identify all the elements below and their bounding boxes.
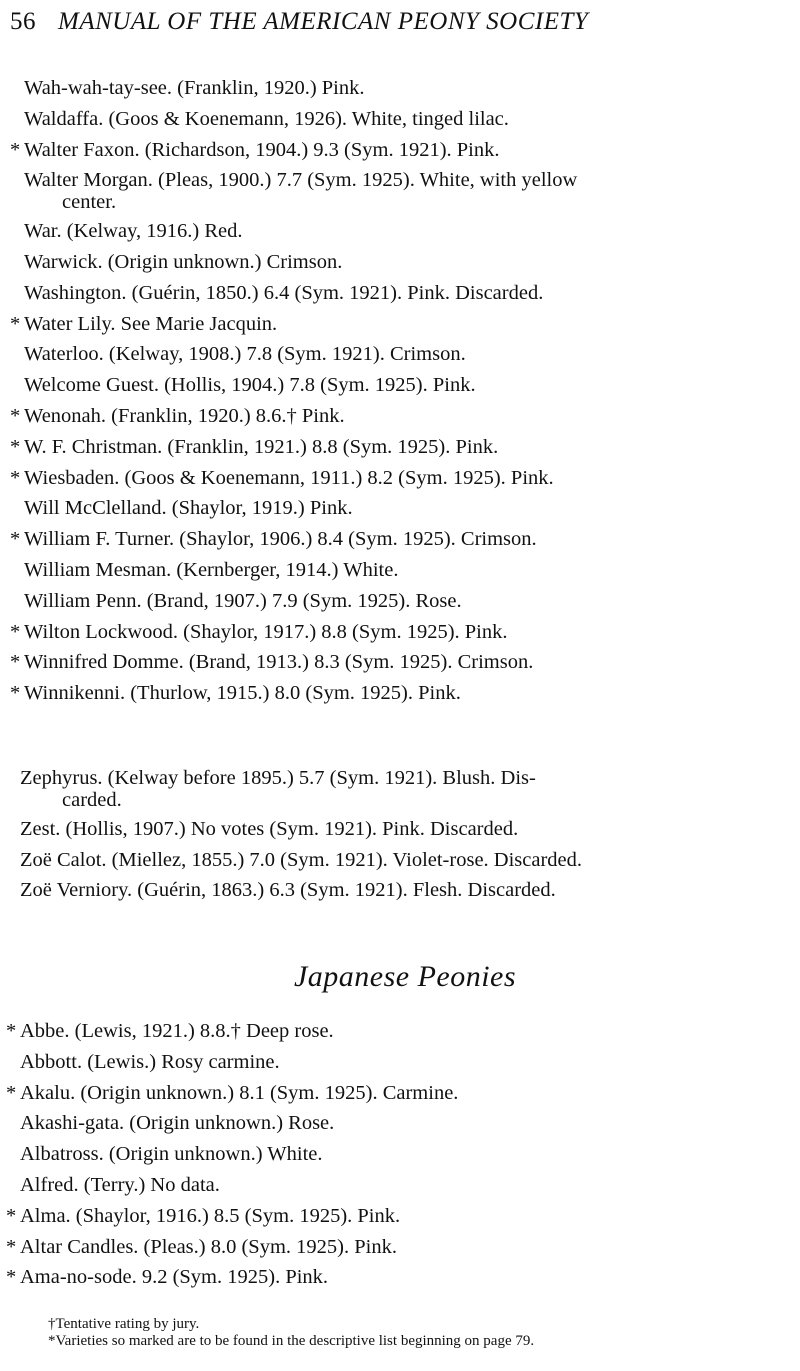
asterisk-marker: *	[10, 651, 21, 674]
entry-text: Winnifred Domme. (Brand, 1913.) 8.3 (Sym. 1925). Crimson.	[24, 651, 534, 674]
entry-text: Winnikenni. (Thurlow, 1915.) 8.0 (Sym. 1925). Pink.	[24, 682, 461, 705]
list-item	[0, 555, 800, 586]
asterisk-marker: *	[10, 138, 21, 161]
entry-text: Water Lily. See Marie Jacquin.	[24, 312, 278, 335]
list-item	[0, 463, 800, 494]
asterisk-marker: *	[6, 1266, 17, 1289]
asterisk-marker: *	[6, 1081, 17, 1104]
entry-text: William F. Turner. (Shaylor, 1906.) 8.4 (Sym. 1925). Crimson.	[24, 528, 537, 551]
entry-text: Wilton Lockwood. (Shaylor, 1917.) 8.8 (Sym. 1925). Pink.	[24, 620, 508, 643]
asterisk-marker: *	[10, 682, 21, 705]
entry-text: Altar Candles. (Pleas.) 8.0 (Sym. 1925). Pink.	[20, 1235, 397, 1258]
list-item	[0, 763, 800, 794]
list-item	[0, 678, 800, 709]
list-item	[0, 339, 800, 370]
list-item	[0, 1016, 800, 1047]
list-item	[0, 1232, 800, 1263]
list-item	[0, 493, 800, 524]
list-item	[0, 165, 800, 196]
entry-text: Wenonah. (Franklin, 1920.) 8.6.† Pink.	[24, 404, 345, 427]
entry-text: Akashi-gata. (Origin unknown.) Rose.	[20, 1112, 335, 1135]
entry-text: W. F. Christman. (Franklin, 1921.) 8.8 (Sym. 1925). Pink.	[24, 435, 499, 458]
asterisk-marker: *	[6, 1204, 17, 1227]
list-item	[0, 401, 800, 432]
asterisk-marker: *	[10, 404, 21, 427]
asterisk-marker: *	[10, 312, 21, 335]
page-number: 56	[10, 8, 36, 35]
entry-text: Akalu. (Origin unknown.) 8.1 (Sym. 1925). Carmine.	[20, 1081, 459, 1104]
entry-text: William Penn. (Brand, 1907.) 7.9 (Sym. 1925). Rose.	[24, 589, 462, 612]
list-item	[0, 135, 800, 166]
list-item	[0, 814, 800, 845]
variety-list-w	[0, 73, 800, 709]
list-item	[0, 647, 800, 678]
entry-text: Will McClelland. (Shaylor, 1919.) Pink.	[24, 497, 353, 520]
list-item	[0, 278, 800, 309]
list-item	[0, 1139, 800, 1170]
entry-continuation: center.	[62, 191, 117, 214]
footnotes	[48, 1316, 534, 1350]
entry-text: Ama-no-sode. 9.2 (Sym. 1925). Pink.	[20, 1266, 329, 1289]
asterisk-marker: *	[6, 1235, 17, 1258]
entry-text: Washington. (Guérin, 1850.) 6.4 (Sym. 1921). Pink. Discarded.	[24, 281, 544, 304]
entry-text: Zephyrus. (Kelway before 1895.) 5.7 (Sym. 1921). Blush. Dis-	[20, 767, 536, 789]
variety-list-japanese	[0, 1016, 800, 1293]
entry-text: Wah-wah-tay-see. (Franklin, 1920.) Pink.	[24, 77, 365, 99]
entry-continuation: carded.	[62, 788, 122, 811]
list-item	[0, 216, 800, 247]
list-item	[0, 1201, 800, 1232]
entry-text: Albatross. (Origin unknown.) White.	[20, 1143, 323, 1166]
running-head	[10, 8, 588, 36]
list-item	[0, 432, 800, 463]
entry-text: Waterloo. (Kelway, 1908.) 7.8 (Sym. 1921). Crimson.	[24, 343, 466, 366]
entry-text: Welcome Guest. (Hollis, 1904.) 7.8 (Sym. 1925). Pink.	[24, 374, 476, 397]
entry-text: Alma. (Shaylor, 1916.) 8.5 (Sym. 1925). Pink.	[20, 1204, 401, 1227]
entry-text: Zoë Calot. (Miellez, 1855.) 7.0 (Sym. 1921). Violet-rose. Discarded.	[20, 848, 583, 871]
variety-list-z	[0, 763, 800, 906]
list-item	[0, 1262, 800, 1293]
entry-text: Walter Faxon. (Richardson, 1904.) 9.3 (Sym. 1921). Pink.	[24, 138, 500, 161]
entry-text: Wiesbaden. (Goos & Koenemann, 1911.) 8.2 (Sym. 1925). Pink.	[24, 466, 554, 489]
list-item	[0, 104, 800, 135]
entry-text: Abbe. (Lewis, 1921.) 8.8.† Deep rose.	[20, 1020, 334, 1042]
section-heading-text: Japanese Peonies	[293, 960, 517, 993]
asterisk-marker: *	[10, 620, 21, 643]
list-item	[0, 845, 800, 876]
footnote-dagger: †Tentative rating by jury.	[48, 1316, 200, 1332]
list-item	[0, 1078, 800, 1109]
entry-text: Walter Morgan. (Pleas, 1900.) 7.7 (Sym. 1925). White, with yellow	[24, 169, 578, 192]
entry-text: Warwick. (Origin unknown.) Crimson.	[24, 250, 343, 273]
list-item	[0, 309, 800, 340]
section-heading	[0, 960, 800, 994]
entry-text: Alfred. (Terry.) No data.	[20, 1173, 220, 1196]
entry-text: Abbott. (Lewis.) Rosy carmine.	[20, 1050, 280, 1073]
entry-text: Waldaffa. (Goos & Koenemann, 1926). White, tinged lilac.	[24, 107, 509, 130]
list-item	[0, 586, 800, 617]
footnote-star: *Varieties so marked are to be found in the descriptive list beginning on page 79.	[48, 1333, 535, 1349]
list-item	[0, 524, 800, 555]
list-item	[0, 875, 800, 906]
asterisk-marker: *	[10, 466, 21, 489]
asterisk-marker: *	[6, 1020, 17, 1042]
list-item	[0, 1170, 800, 1201]
entry-text: Zoë Verniory. (Guérin, 1863.) 6.3 (Sym. 1921). Flesh. Discarded.	[20, 879, 556, 902]
list-item	[0, 247, 800, 278]
list-item	[0, 1047, 800, 1078]
list-item	[0, 370, 800, 401]
list-item	[0, 1108, 800, 1139]
asterisk-marker: *	[10, 435, 21, 458]
entry-text: Zest. (Hollis, 1907.) No votes (Sym. 1921). Pink. Discarded.	[20, 817, 519, 840]
entry-text: War. (Kelway, 1916.) Red.	[24, 220, 243, 243]
list-item	[0, 73, 800, 104]
entry-text: William Mesman. (Kernberger, 1914.) White.	[24, 558, 399, 581]
list-item	[0, 617, 800, 648]
running-title: MANUAL OF THE AMERICAN PEONY SOCIETY	[58, 8, 589, 35]
asterisk-marker: *	[10, 528, 21, 551]
